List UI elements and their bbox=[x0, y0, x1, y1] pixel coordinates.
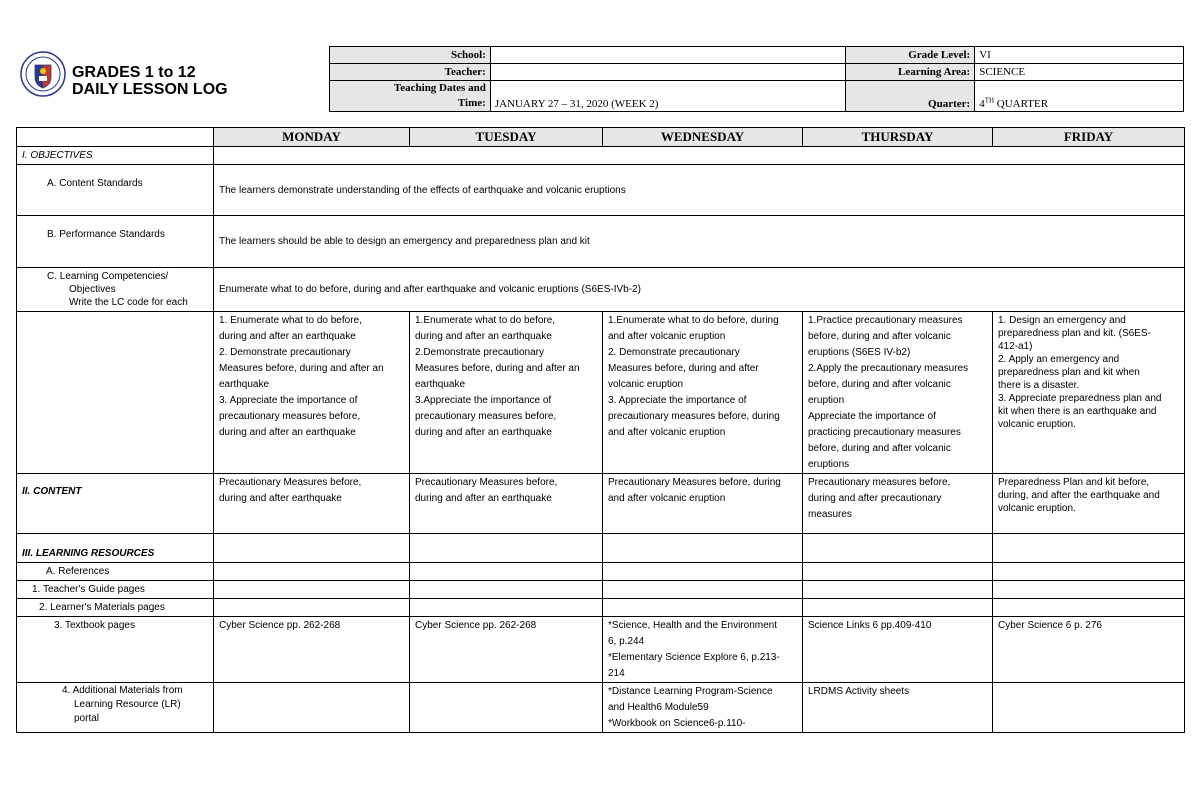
wednesday-additional-line: and Health6 Module59 bbox=[608, 702, 709, 713]
monday-objective-line: 2. Demonstrate precautionary bbox=[219, 347, 351, 358]
friday-content-line: volcanic eruption. bbox=[998, 503, 1076, 514]
wednesday-objective-line: precautionary measures before, during bbox=[608, 411, 780, 422]
friday-content-line: Preparedness Plan and kit before, bbox=[998, 477, 1150, 488]
wednesday-objective-line: and after volcanic eruption bbox=[608, 331, 726, 342]
day-header-thursday: THURSDAY bbox=[803, 128, 993, 147]
teachers-guide-row bbox=[17, 581, 1185, 599]
references-cell bbox=[410, 563, 603, 581]
friday-content bbox=[993, 474, 1185, 534]
competencies-row bbox=[17, 268, 1185, 312]
friday-objective-line: volcanic eruption. bbox=[998, 419, 1076, 430]
daily-objectives-row bbox=[17, 312, 1185, 474]
thursday-objective-line: before, during and after volcanic bbox=[808, 331, 951, 342]
thursday-objective-line: eruption bbox=[808, 395, 845, 406]
wednesday-objective-line: and after volcanic eruption bbox=[608, 427, 726, 438]
quarter-number: 4 bbox=[979, 98, 985, 110]
textbook-row bbox=[17, 617, 1185, 683]
lm-cell bbox=[214, 599, 410, 617]
friday-objective-line: 1. Design an emergency and bbox=[998, 315, 1126, 326]
teacher-label: Teacher: bbox=[330, 64, 491, 81]
references-cell bbox=[993, 563, 1185, 581]
tg-cell bbox=[803, 581, 993, 599]
friday-objectives bbox=[993, 312, 1185, 474]
document-title-line1: GRADES 1 to 12 bbox=[72, 64, 196, 81]
teacher-value bbox=[490, 64, 846, 81]
competencies-label-line2: Objectives bbox=[69, 284, 116, 295]
references-row bbox=[17, 563, 1185, 581]
thursday-objective-line: before, during and after volcanic bbox=[808, 443, 951, 454]
friday-objective-line: 3. Appreciate preparedness plan and bbox=[998, 393, 1162, 404]
learners-materials-label: 2. Learner's Materials pages bbox=[17, 599, 214, 617]
thursday-objectives bbox=[803, 312, 993, 474]
daily-objectives-label-cell bbox=[17, 312, 214, 474]
wednesday-objective-line: 3. Appreciate the importance of bbox=[608, 395, 747, 406]
lm-cell bbox=[803, 599, 993, 617]
content-standards-row bbox=[17, 165, 1185, 216]
header-info-table bbox=[329, 46, 1184, 112]
quarter-suffix: TH bbox=[984, 96, 995, 105]
references-label: A. References bbox=[17, 563, 214, 581]
wednesday-textbook-line: *Science, Health and the Environment bbox=[608, 620, 777, 631]
tuesday-objective-line: earthquake bbox=[415, 379, 466, 390]
friday-textbook-line: Cyber Science 6 p. 276 bbox=[998, 620, 1102, 631]
references-cell bbox=[214, 563, 410, 581]
day-header-wednesday: WEDNESDAY bbox=[603, 128, 803, 147]
friday-textbook bbox=[993, 617, 1185, 683]
content-standards-text: The learners demonstrate understanding of the effects of earthquake and volcanic eruptions bbox=[214, 165, 1185, 216]
tuesday-content bbox=[410, 474, 603, 534]
wednesday-additional bbox=[603, 683, 803, 733]
wednesday-additional-line: *Workbook on Science6-p.110- bbox=[608, 718, 746, 729]
teaching-dates-value: JANUARY 27 – 31, 2020 (WEEK 2) bbox=[490, 81, 846, 112]
thursday-objective-line: eruptions (S6ES IV-b2) bbox=[808, 347, 911, 358]
tuesday-objective-line: during and after an earthquake bbox=[415, 331, 552, 342]
tuesday-content-line: Precautionary Measures before, bbox=[415, 477, 558, 488]
school-value bbox=[490, 47, 846, 64]
friday-objective-line: 2. Apply an emergency and bbox=[998, 354, 1120, 365]
monday-content-line: Precautionary Measures before, bbox=[219, 477, 362, 488]
additional-materials-row bbox=[17, 683, 1185, 733]
wednesday-objective-line: volcanic eruption bbox=[608, 379, 684, 390]
monday-textbook-line: Cyber Science pp. 262-268 bbox=[219, 620, 341, 631]
performance-standards-row bbox=[17, 216, 1185, 268]
thursday-additional bbox=[803, 683, 993, 733]
lm-cell bbox=[603, 599, 803, 617]
friday-objective-line: there is a disaster. bbox=[998, 380, 1080, 391]
wednesday-objective-line: 1.Enumerate what to do before, during bbox=[608, 315, 779, 326]
monday-objective-line: 3. Appreciate the importance of bbox=[219, 395, 358, 406]
resources-cell bbox=[803, 534, 993, 563]
tuesday-objective-line: 2.Demonstrate precautionary bbox=[415, 347, 544, 358]
monday-objective-line: Measures before, during and after an bbox=[219, 363, 384, 374]
textbook-label: 3. Textbook pages bbox=[17, 617, 214, 683]
wednesday-objective-line: Measures before, during and after bbox=[608, 363, 759, 374]
objectives-row bbox=[17, 147, 1185, 165]
tuesday-objective-line: Measures before, during and after an bbox=[415, 363, 580, 374]
tg-cell bbox=[603, 581, 803, 599]
tg-cell bbox=[214, 581, 410, 599]
thursday-objective-line: eruptions bbox=[808, 459, 850, 470]
monday-objective-line: precautionary measures before, bbox=[219, 411, 361, 422]
quarter-value bbox=[975, 81, 1184, 112]
thursday-objective-line: Appreciate the importance of bbox=[808, 411, 936, 422]
monday-objective-line: during and after an earthquake bbox=[219, 331, 356, 342]
performance-standards-label: B. Performance Standards bbox=[17, 216, 214, 268]
wednesday-textbook-line: *Elementary Science Explore 6, p.213- bbox=[608, 652, 780, 663]
thursday-content-line: measures bbox=[808, 509, 852, 520]
learning-area-value: SCIENCE bbox=[975, 64, 1184, 81]
thursday-content-line: during and after precautionary bbox=[808, 493, 942, 504]
school-label: School: bbox=[330, 47, 491, 64]
tuesday-additional bbox=[410, 683, 603, 733]
monday-objective-line: earthquake bbox=[219, 379, 270, 390]
learning-resources-row bbox=[17, 534, 1185, 563]
monday-content bbox=[214, 474, 410, 534]
thursday-textbook bbox=[803, 617, 993, 683]
tg-cell bbox=[993, 581, 1185, 599]
thursday-objective-line: before, during and after volcanic bbox=[808, 379, 951, 390]
quarter-label: Quarter: bbox=[846, 81, 975, 112]
monday-objectives bbox=[214, 312, 410, 474]
learners-materials-row bbox=[17, 599, 1185, 617]
learning-resources-label: III. LEARNING RESOURCES bbox=[17, 534, 214, 563]
additional-materials-label-line: portal bbox=[74, 713, 100, 724]
grade-level-value: VI bbox=[975, 47, 1184, 64]
wednesday-textbook bbox=[603, 617, 803, 683]
thursday-objective-line: 1.Practice precautionary measures bbox=[808, 315, 963, 326]
monday-content-line: during and after earthquake bbox=[219, 493, 342, 504]
competencies-label bbox=[17, 268, 214, 312]
tuesday-objective-line: during and after an earthquake bbox=[415, 427, 552, 438]
references-cell bbox=[803, 563, 993, 581]
tuesday-textbook-line: Cyber Science pp. 262-268 bbox=[415, 620, 537, 631]
content-label: II. CONTENT bbox=[17, 474, 214, 534]
monday-objective-line: during and after an earthquake bbox=[219, 427, 356, 438]
competencies-label-line3: Write the LC code for each bbox=[69, 297, 188, 308]
tuesday-objectives bbox=[410, 312, 603, 474]
resources-cell bbox=[993, 534, 1185, 563]
lm-cell bbox=[993, 599, 1185, 617]
tuesday-objective-line: precautionary measures before, bbox=[415, 411, 557, 422]
teachers-guide-label: 1. Teacher's Guide pages bbox=[17, 581, 214, 599]
thursday-objective-line: 2.Apply the precautionary measures bbox=[808, 363, 969, 374]
thursday-objective-line: practicing precautionary measures bbox=[808, 427, 961, 438]
friday-content-line: during, and after the earthquake and bbox=[998, 490, 1160, 501]
additional-materials-label-line: Learning Resource (LR) bbox=[74, 699, 181, 710]
monday-objective-line: 1. Enumerate what to do before, bbox=[219, 315, 362, 326]
deped-seal-logo bbox=[20, 45, 66, 103]
competencies-label-line1: C. Learning Competencies/ bbox=[47, 271, 169, 282]
friday-objective-line: kit when there is an earthquake and bbox=[998, 406, 1157, 417]
friday-objective-line: 412-a1) bbox=[998, 341, 1033, 352]
quarter-text: QUARTER bbox=[994, 98, 1049, 110]
thursday-content bbox=[803, 474, 993, 534]
objectives-label: I. OBJECTIVES bbox=[17, 147, 214, 165]
competencies-text: Enumerate what to do before, during and after earthquake and volcanic eruptions (S6ES-IVb-2) bbox=[214, 268, 1185, 312]
wednesday-objectives bbox=[603, 312, 803, 474]
wednesday-textbook-line: 214 bbox=[608, 668, 625, 679]
references-cell bbox=[603, 563, 803, 581]
friday-additional bbox=[993, 683, 1185, 733]
day-header-monday: MONDAY bbox=[214, 128, 410, 147]
tuesday-content-line: during and after an earthquake bbox=[415, 493, 552, 504]
tg-cell bbox=[410, 581, 603, 599]
additional-materials-label bbox=[17, 683, 214, 733]
teaching-dates-label-line1: Teaching Dates and bbox=[393, 82, 486, 94]
content-row bbox=[17, 474, 1185, 534]
learning-area-label: Learning Area: bbox=[846, 64, 975, 81]
resources-cell bbox=[410, 534, 603, 563]
wednesday-additional-line: *Distance Learning Program-Science bbox=[608, 686, 773, 697]
wednesday-content-line: and after volcanic eruption bbox=[608, 493, 726, 504]
resources-cell bbox=[603, 534, 803, 563]
lesson-log-table bbox=[16, 127, 1185, 733]
day-header-row bbox=[17, 128, 1185, 147]
monday-textbook bbox=[214, 617, 410, 683]
wednesday-content bbox=[603, 474, 803, 534]
additional-materials-label-line: 4. Additional Materials from bbox=[62, 685, 183, 696]
teaching-dates-label bbox=[330, 81, 491, 112]
content-standards-label: A. Content Standards bbox=[17, 165, 214, 216]
teaching-dates-label-line2: Time: bbox=[457, 97, 486, 109]
performance-standards-text: The learners should be able to design an emergency and preparedness plan and kit bbox=[214, 216, 1185, 268]
thursday-content-line: Precautionary measures before, bbox=[808, 477, 951, 488]
lm-cell bbox=[410, 599, 603, 617]
wednesday-objective-line: 2. Demonstrate precautionary bbox=[608, 347, 740, 358]
document-title-line2: DAILY LESSON LOG bbox=[72, 81, 228, 98]
wednesday-textbook-line: 6, p.244 bbox=[608, 636, 645, 647]
friday-objective-line: preparedness plan and kit when bbox=[998, 367, 1140, 378]
resources-cell bbox=[214, 534, 410, 563]
day-header-friday: FRIDAY bbox=[993, 128, 1185, 147]
wednesday-content-line: Precautionary Measures before, during bbox=[608, 477, 781, 488]
objectives-span bbox=[214, 147, 1185, 165]
grade-level-label: Grade Level: bbox=[846, 47, 975, 64]
thursday-textbook-line: Science Links 6 pp.409-410 bbox=[808, 620, 932, 631]
friday-objective-line: preparedness plan and kit. (S6ES- bbox=[998, 328, 1151, 339]
monday-additional bbox=[214, 683, 410, 733]
tuesday-textbook bbox=[410, 617, 603, 683]
tuesday-objective-line: 1.Enumerate what to do before, bbox=[415, 315, 556, 326]
tuesday-objective-line: 3.Appreciate the importance of bbox=[415, 395, 552, 406]
corner-cell bbox=[17, 128, 214, 147]
thursday-additional-line: LRDMS Activity sheets bbox=[808, 686, 910, 697]
day-header-tuesday: TUESDAY bbox=[410, 128, 603, 147]
